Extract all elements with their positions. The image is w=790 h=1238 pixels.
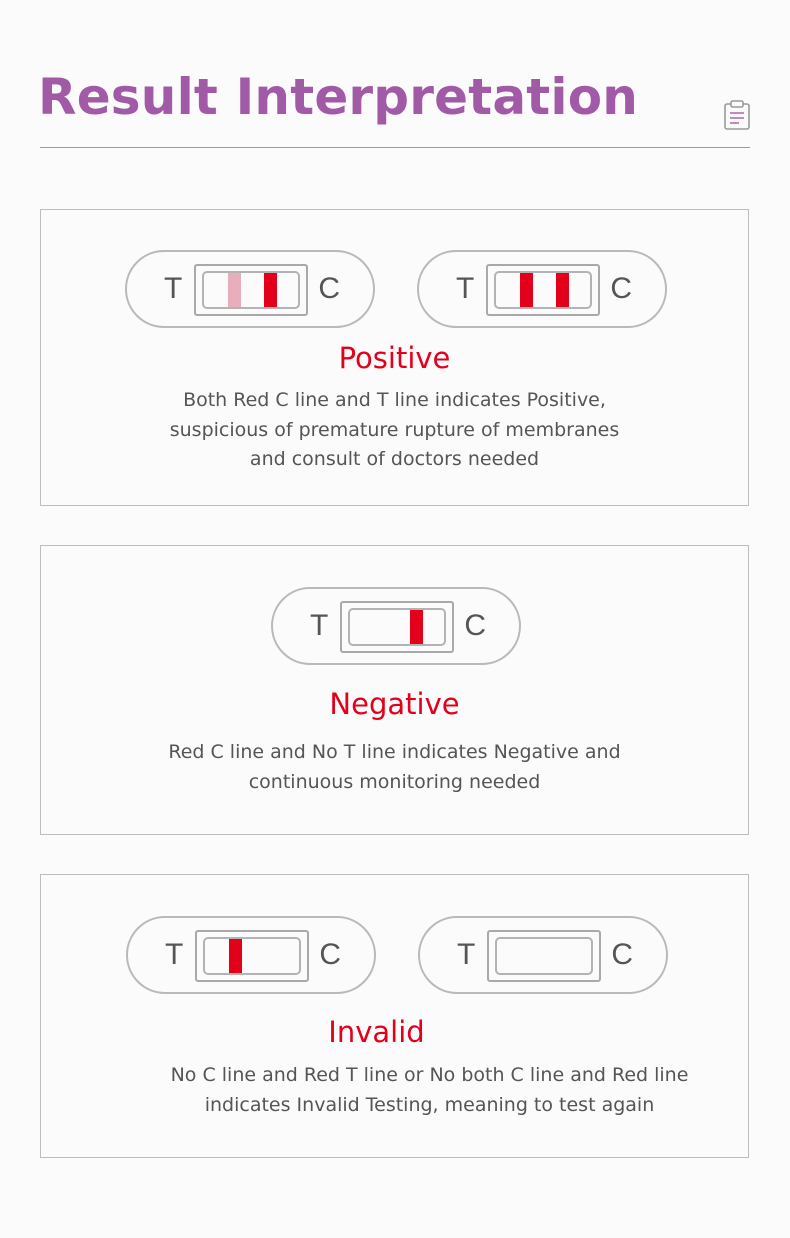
c-line [410,610,423,644]
positive-card [40,209,749,506]
test-device-invalid-none [418,916,668,994]
invalid-title: Invalid [328,1015,425,1049]
description-line: suspicious of premature rupture of membranes [169,418,620,441]
header-divider [40,147,750,148]
t-line [228,273,241,307]
t-line [229,939,242,973]
description-line: indicates Invalid Testing, meaning to test again [204,1093,655,1116]
result-window-inner [203,937,301,975]
description-line: continuous monitoring needed [248,770,541,793]
t-label: T [310,609,329,642]
result-window [195,930,309,982]
c-label: C [611,938,633,971]
result-window [194,264,308,316]
clipboard-icon[interactable] [723,100,751,130]
negative-title: Negative [329,687,460,721]
result-window-inner [494,271,592,309]
test-device-invalid-t-only [126,916,376,994]
description-line: No C line and Red T line or No both C line and Red line [170,1064,689,1086]
test-device-negative [271,587,521,665]
result-window [340,601,454,653]
t-label: T [165,938,184,971]
description-line: and consult of doctors needed [249,448,540,470]
positive-description [41,386,748,475]
c-label: C [464,609,486,642]
test-device-positive-faint [125,250,375,328]
negative-description [41,738,748,797]
c-label: C [318,272,340,305]
c-label: C [319,938,341,971]
result-window [486,264,600,316]
result-window-inner [495,937,593,975]
result-window [487,930,601,982]
t-line [520,273,533,307]
t-label: T [164,272,183,305]
c-label: C [610,272,632,305]
positive-title: Positive [338,341,451,375]
invalid-description [76,1061,783,1120]
invalid-card [40,874,749,1158]
t-label: T [456,272,475,305]
c-line [556,273,569,307]
negative-card [40,545,749,835]
result-window-inner [202,271,300,309]
description-line: Both Red C line and T line indicates Positive, [183,389,606,411]
result-window-inner [348,608,446,646]
t-label: T [457,938,476,971]
description-line: Red C line and No T line indicates Negative and [168,741,621,763]
c-line [264,273,277,307]
page-title: Result Interpretation [38,68,639,126]
test-device-positive-strong [417,250,667,328]
